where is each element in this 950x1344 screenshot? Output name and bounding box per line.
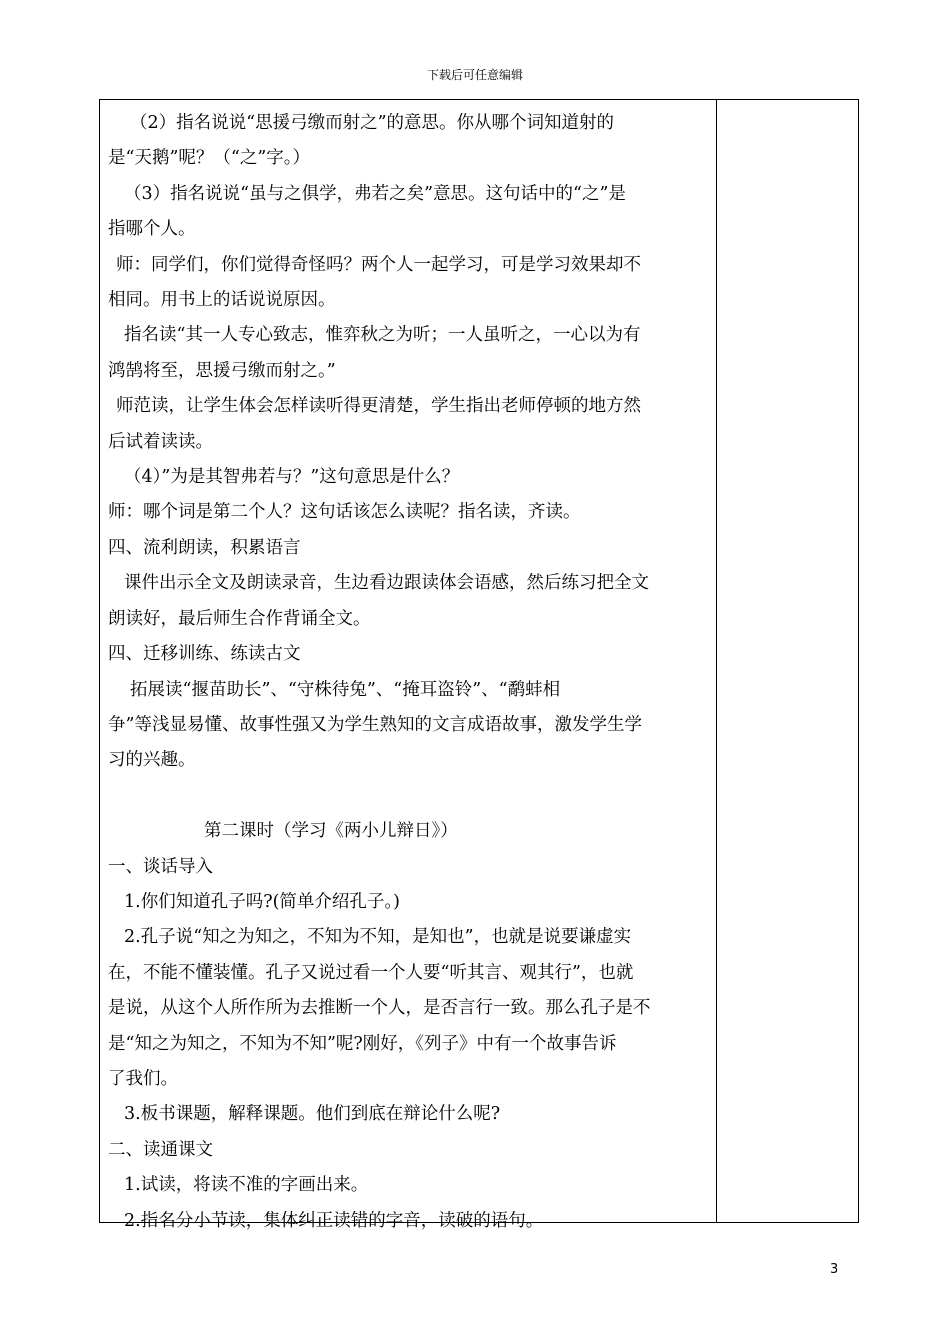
text-line: 了我们。 <box>108 1068 178 1089</box>
text-line: 后试着读读。 <box>108 431 213 452</box>
lesson-title: 第二课时（学习《两小儿辩日》） <box>204 821 458 842</box>
text-line: 在，不能不懂装懂。孔子又说过看一个人要“听其言、观其行”，也就 <box>108 962 634 983</box>
text-line: 师：同学们，你们觉得奇怪吗？两个人一起学习，可是学习效果却不 <box>116 254 641 275</box>
text-line: 师范读，让学生体会怎样读听得更清楚，学生指出老师停顿的地方然 <box>116 396 641 417</box>
text-line: 指名读“其一人专心致志，惟弈秋之为听；一人虽听之，一心以为有 <box>124 325 641 346</box>
lesson-content <box>108 106 708 1239</box>
text-line: 相同。用书上的话说说原因。 <box>108 290 336 311</box>
text-line: 争”等浅显易懂、故事性强又为学生熟知的文言成语故事，激发学生学 <box>108 714 642 735</box>
text-line: 朗读好，最后师生合作背诵全文。 <box>108 608 371 629</box>
text-line: （2）指名说说“思援弓缴而射之”的意思。你从哪个词知道射的 <box>130 113 615 133</box>
text-line: 是说，从这个人所作所为去推断一个人，是否言行一致。那么孔子是不 <box>108 998 651 1019</box>
text-line: 1.试读，将读不准的字画出来。 <box>124 1175 369 1196</box>
text-line: 鸿鹄将至，思援弓缴而射之。” <box>108 360 336 381</box>
text-line: 是“天鹅”呢？（“之”字。） <box>108 148 311 169</box>
section-heading: 四、流利朗读，积累语言 <box>108 537 301 558</box>
page-number: 3 <box>830 1262 839 1277</box>
text-line: 习的兴趣。 <box>108 750 196 771</box>
text-line: （3）指名说说“虽与之俱学，弗若之矣”意思。这句话中的“之”是 <box>124 183 626 204</box>
section-heading: 一、谈话导入 <box>108 856 213 877</box>
page-header: 下载后可任意编辑 <box>426 68 523 82</box>
blank-line <box>108 779 708 814</box>
column-divider <box>716 100 717 1222</box>
text-line: 2.孔子说“知之为知之，不知为不知，是知也”，也就是说要谦虚实 <box>124 927 632 948</box>
section-heading: 二、读通课文 <box>108 1139 213 1160</box>
section-heading: 四、迁移训练、练读古文 <box>108 644 301 665</box>
text-line: 课件出示全文及朗读录音，生边看边跟读体会语感，然后练习把全文 <box>124 573 649 594</box>
text-line: 1.你们知道孔子吗?(简单介绍孔子。) <box>124 891 400 912</box>
text-line: 2.指名分小节读，集体纠正读错的字音，读破的语句。 <box>124 1210 544 1231</box>
text-line: 指哪个人。 <box>108 219 196 240</box>
text-line: 3.板书课题，解释课题。他们到底在辩论什么呢? <box>124 1104 501 1125</box>
text-line: 师：哪个词是第二个人？这句话该怎么读呢？指名读，齐读。 <box>108 502 581 523</box>
text-line: 拓展读“揠苗助长”、“守株待兔”、“掩耳盗铃”、“鹬蚌相 <box>130 679 561 700</box>
text-line: （4）”为是其智弗若与？”这句意思是什么？ <box>124 467 460 488</box>
text-line: 是“知之为知之，不知为不知”呢?刚好，《列子》中有一个故事告诉 <box>108 1033 617 1054</box>
